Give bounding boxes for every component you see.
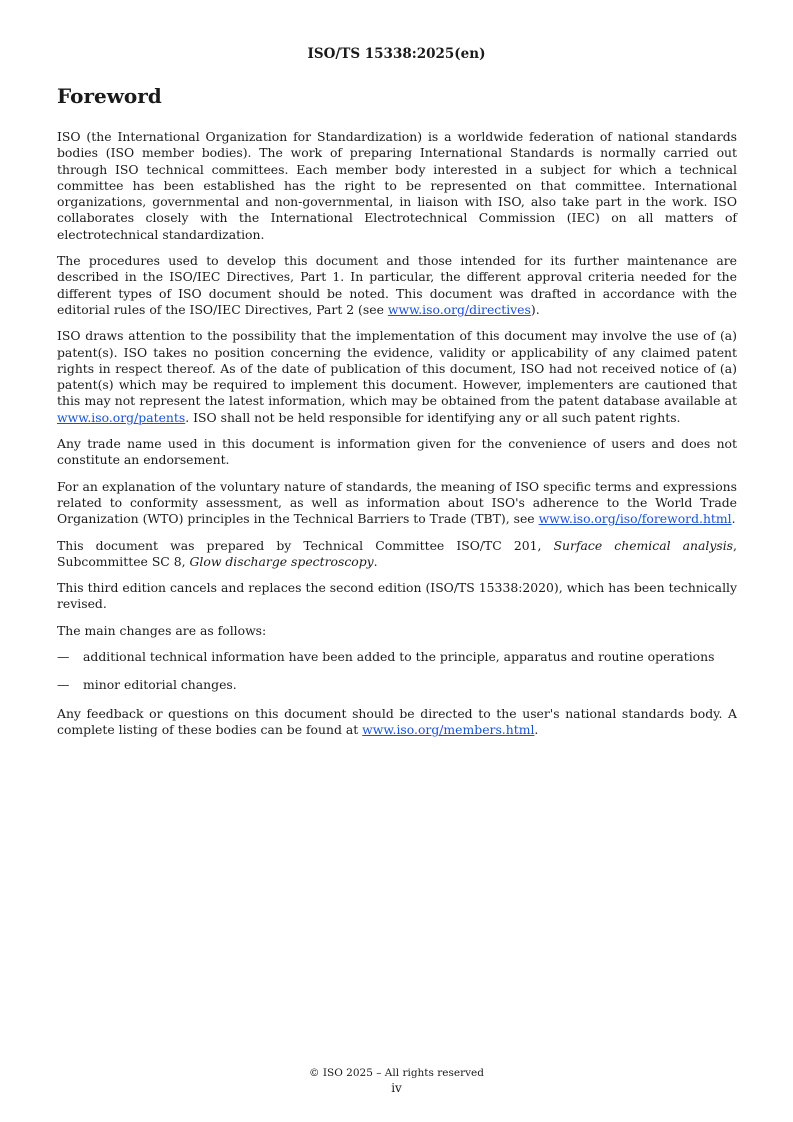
dash-marker: — <box>57 677 70 693</box>
paragraph-voluntary-nature <box>57 479 737 528</box>
members-link[interactable]: www.iso.org/members.html <box>362 721 535 737</box>
paragraph-text: This document was prepared by Technical Committee ISO/TC 201, <box>57 537 554 553</box>
paragraph-text: For an explanation of the voluntary nature of standards, the meaning of ISO specific terms and expressions related to conformity assessment, as well as information about ISO's adherence to the World Trade Organization (WTO) principles in the Technical Barriers to Trade (TBT), see <box>57 478 737 527</box>
paragraph-patents <box>57 328 737 426</box>
patents-link[interactable]: www.iso.org/patents <box>57 409 186 425</box>
page-footer <box>0 1066 793 1096</box>
list-item <box>57 649 737 665</box>
paragraph-text: ISO draws attention to the possibility that the implementation of this document may involve the use of (a) patent(s). ISO takes no position concerning the evidence, validity or applicability of any claimed patent rights in respect thereof. As of the date of publication of this document, ISO had not received notice of (a) patent(s) which may be required to implement this document. However, implementers are cautioned that this may not represent the latest information, which may be obtained from the patent database available at <box>57 328 737 409</box>
paragraph-text-end: . <box>534 721 539 737</box>
committee-title: Surface chemical analysis <box>553 537 734 553</box>
list-item-text: minor editorial changes. <box>83 677 237 693</box>
paragraph-edition: This third edition cancels and replaces the second edition (ISO/TS 15338:2020), which has been technically revised. <box>57 580 737 612</box>
subcommittee-title: Glow discharge spectroscopy <box>189 553 374 569</box>
paragraph-text-end: . <box>731 511 736 527</box>
copyright-notice: © ISO 2025 – All rights reserved <box>309 1067 484 1079</box>
paragraph-text: Any feedback or questions on this document should be directed to the user's national standards body. A complete listing of these bodies can be found at <box>57 705 737 737</box>
paragraph-trade-name: Any trade name used in this document is information given for the convenience of users and does not constitute an endorsement. <box>57 436 737 468</box>
paragraph-committee <box>57 538 737 571</box>
document-header: ISO/TS 15338:2025(en) <box>307 46 486 62</box>
list-item <box>57 677 737 693</box>
paragraph-iso-intro: ISO (the International Organization for Standardization) is a worldwide federation of national standards bodies (ISO member bodies). The work of preparing International Standards is normally carried out through ISO technical committees. Each member body interested in a subject for which a technical committee has been established has the right to be represented on that committee. International organizations, governmental and non-governmental, in liaison with ISO, also take part in the work. ISO collaborates closely with the International Electrotechnical Commission (IEC) on all matters of electrotechnical standardization. <box>57 129 737 242</box>
paragraph-text-end: . ISO shall not be held responsible for identifying any or all such patent rights. <box>185 409 681 425</box>
page-number: iv <box>391 1081 402 1095</box>
foreword-link[interactable]: www.iso.org/iso/foreword.html <box>538 511 732 527</box>
paragraph-feedback <box>57 706 737 739</box>
paragraph-text-end: ). <box>530 301 540 317</box>
paragraph-procedures <box>57 253 737 318</box>
paragraph-text-mid: , Subcommittee SC 8, <box>57 537 737 569</box>
list-item-text: additional technical information have been added to the principle, apparatus and routine operations <box>83 649 715 665</box>
dash-marker: — <box>57 649 70 665</box>
paragraph-text: The procedures used to develop this document and those intended for its further maintenance are described in the ISO/IEC Directives, Part 1. In particular, the different approval criteria needed for the different types of ISO document should be noted. This document was drafted in accordance with the editorial rules of the ISO/IEC Directives, Part 2 (see <box>57 253 737 317</box>
foreword-body <box>57 129 737 748</box>
paragraph-main-changes: The main changes are as follows: <box>57 622 267 638</box>
paragraph-text-end: . <box>373 553 378 569</box>
page-title: Foreword <box>57 84 162 108</box>
directives-link[interactable]: www.iso.org/directives <box>387 301 531 317</box>
